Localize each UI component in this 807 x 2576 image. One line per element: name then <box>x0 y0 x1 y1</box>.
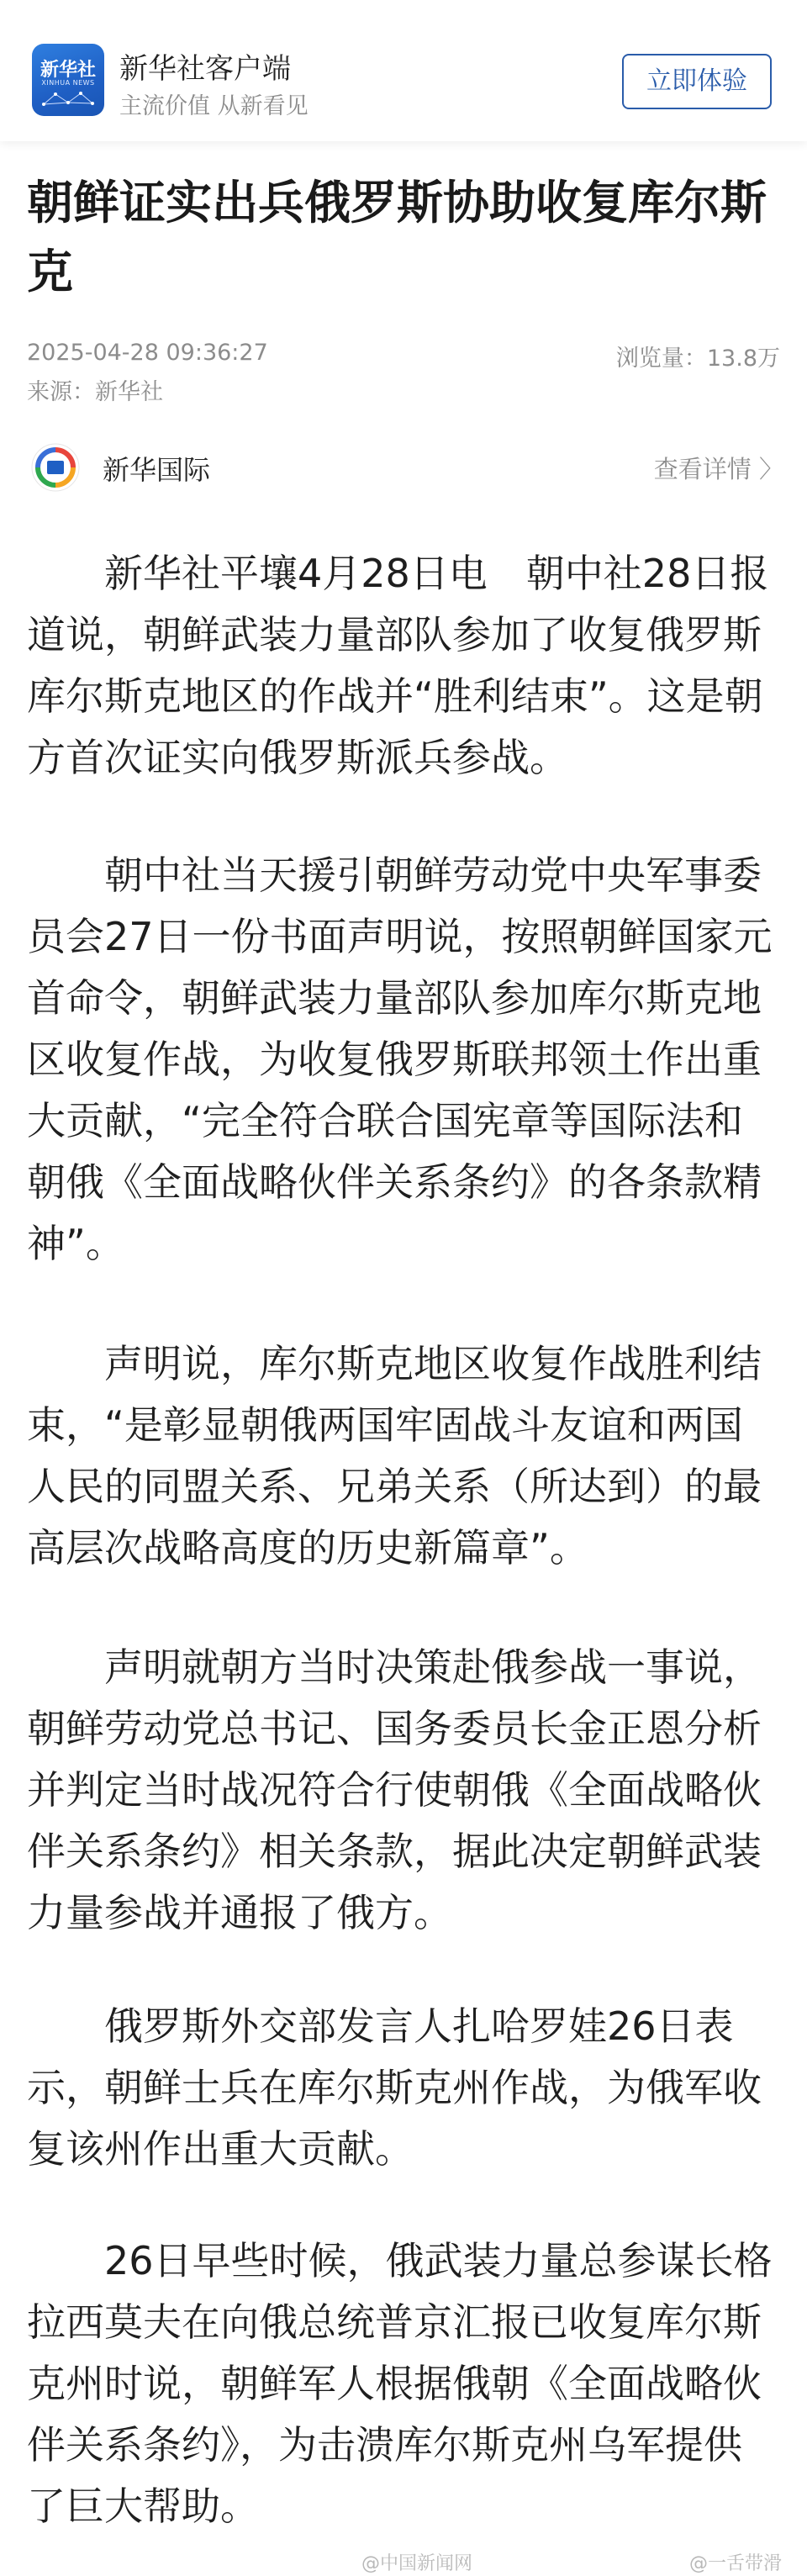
xinhua-logo[interactable] <box>32 44 104 116</box>
article-source: 来源：新华社 <box>27 379 163 405</box>
article-paragraph: 声明说，库尔斯克地区收复作战胜利结束，“是彰显朝俄两国牢固战斗友谊和两国人民的同盟关系、兄弟关系（所达到）的最高层次战略高度的历史新篇章”。 <box>27 1341 762 1570</box>
article-title: 朝鲜证实出兵俄罗斯协助收复库尔斯克 <box>27 176 767 298</box>
app-name: 新华社客户端 <box>119 52 291 86</box>
article-paragraph: 新华社平壤4月28日电 朝中社28日报道说，朝鲜武装力量部队参加了收复俄罗斯库尔斯克地区的作战并“胜利结束”。这是朝方首次证实向俄罗斯派兵参战。 <box>27 551 769 780</box>
watermark-left: @中国新闻网 <box>361 2553 473 2574</box>
app-slogan: 主流价值 从新看见 <box>119 93 309 119</box>
article-paragraph: 俄罗斯外交部发言人扎哈罗娃26日表示，朝鲜士兵在库尔斯克州作战，为俄军收复该州作出重大贡献。 <box>27 2003 762 2172</box>
view-count: 浏览量：13.8万 <box>615 346 780 372</box>
source-account-name: 新华国际 <box>103 454 211 486</box>
logo-network-icon <box>40 89 96 109</box>
logo-subtext: XINHUA NEWS <box>41 79 95 87</box>
app-header <box>0 0 807 141</box>
article-paragraph: 26日早些时候，俄武装力量总参谋长格拉西莫夫在向俄总统普京汇报已收复库尔斯克州时说，朝鲜军人根据俄朝《全面战略伙伴关系条约》，为击溃库尔斯克州乌军提供了巨大帮助。 <box>27 2238 773 2529</box>
source-account-row[interactable] <box>27 437 783 504</box>
logo-text: 新华社 <box>40 59 96 81</box>
view-details-link[interactable]: 查看详情 〉 <box>653 455 783 483</box>
watermark-right: @一舌带滑 <box>689 2553 783 2574</box>
article-paragraph: 朝中社当天援引朝鲜劳动党中央军事委员会27日一份书面声明说，按照朝鲜国家元首命令，朝鲜武装力量部队参加库尔斯克地区收复作战，为收复俄罗斯联邦领土作出重大贡献，“完全符合联合国宪章等国际法和朝俄《全面战略伙伴关系条约》的各条款精神”。 <box>27 853 773 1266</box>
article-paragraph: 声明就朝方当时决策赴俄参战一事说，朝鲜劳动党总书记、国务委员长金正恩分析并判定当时战况符合行使朝俄《全面战略伙伴关系条约》相关条款，据此决定朝鲜武装力量参战并通报了俄方。 <box>27 1644 762 1935</box>
xinhua-international-avatar-icon <box>30 442 81 493</box>
publish-datetime: 2025-04-28 09:36:27 <box>27 340 268 366</box>
open-app-button[interactable]: 立即体验 <box>622 54 772 109</box>
